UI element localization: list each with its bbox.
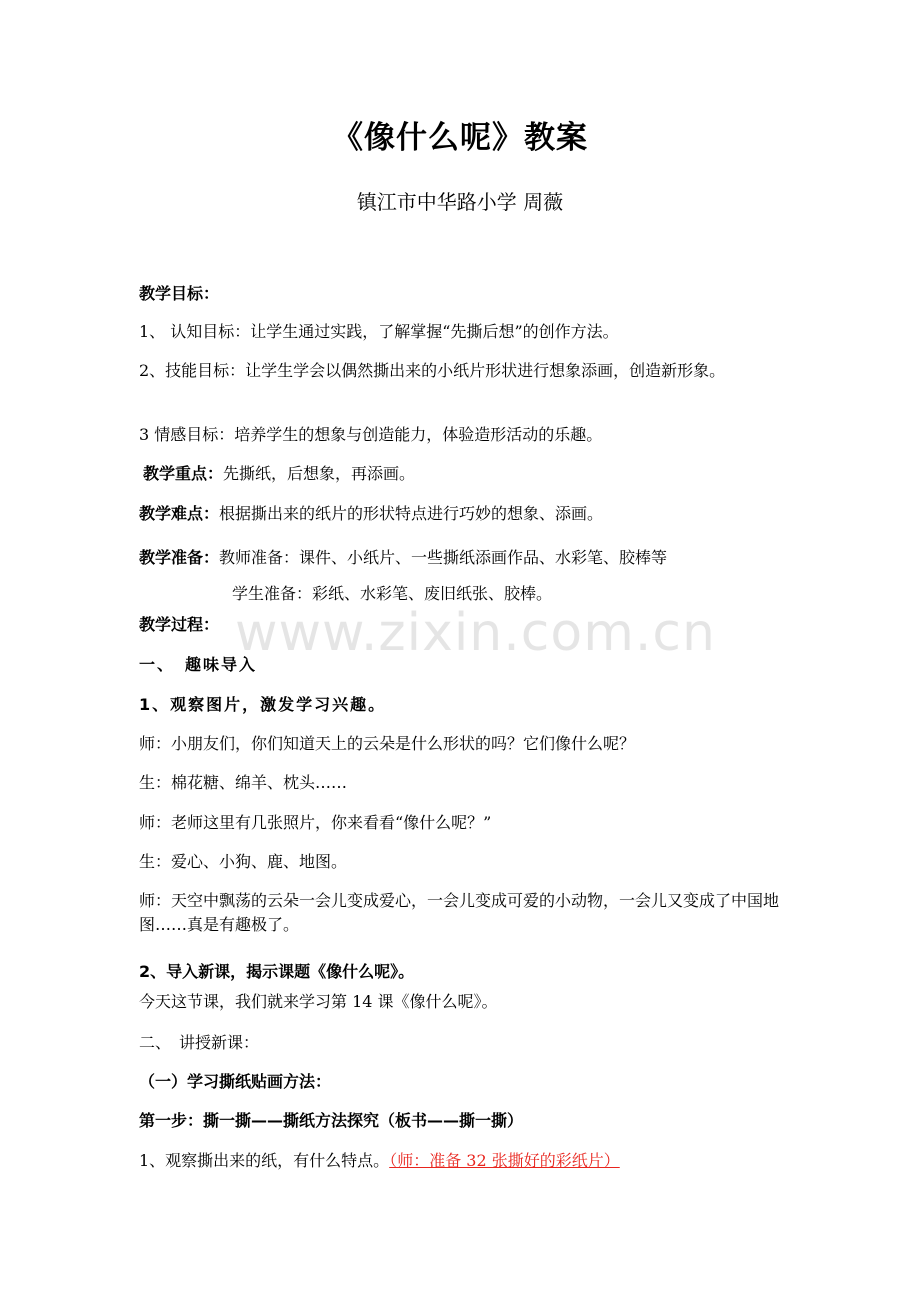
step-introduce-topic: 2、导入新课，揭示课题《像什么呢》。 (139, 962, 415, 981)
difficulty-text: 根据撕出来的纸片的形状特点进行巧妙的想象、添画。 (219, 504, 604, 523)
difficulty-label: 教学难点： (139, 504, 220, 523)
document-title: 《像什么呢》教案 (332, 120, 588, 156)
dialog-teacher-3: 师：天空中飘荡的云朵一会儿变成爱心，一会儿变成可爱的小动物，一会儿又变成了中国地图……真是有趣极了。 (139, 891, 780, 934)
preparation-label: 教学准备： (139, 548, 220, 567)
watermark: www.zixin.com.cn (235, 603, 716, 663)
dialog-teacher-2: 师：老师这里有几张照片，你来看看“像什么呢？” (139, 813, 492, 832)
preparation (139, 546, 789, 569)
step-observe-pictures: 1、观察图片，激发学习兴趣。 (139, 695, 387, 714)
goals-heading: 教学目标： (139, 284, 220, 303)
key-point-label: 教学重点： (143, 464, 224, 483)
section-intro: 一、 趣味导入 (139, 655, 258, 674)
key-point (143, 462, 793, 485)
observe-line (139, 1149, 789, 1172)
step-introduce-text: 今天这节课，我们就来学习第 14 课《像什么呢》。 (139, 992, 498, 1011)
stage-tear: 第一步：撕一撕——撕纸方法探究（板书——撕一撕） (139, 1111, 524, 1130)
key-point-text: 先撕纸，后想象，再添画。 (223, 464, 416, 483)
observe-text: 1、观察撕出来的纸，有什么特点。 (139, 1151, 390, 1170)
difficulty-point (139, 502, 789, 525)
goal-emotion: 3 情感目标：培养学生的想象与创造能力，体验造形活动的乐趣。 (139, 425, 603, 444)
process-heading: 教学过程： (139, 615, 220, 634)
goal-skill: 2、技能目标：让学生学会以偶然撕出来的小纸片形状进行想象添画，创造新形象。 (139, 361, 726, 380)
dialog-student-1: 生：棉花糖、绵羊、枕头…… (139, 773, 348, 792)
observe-note: （师：准备 32 张撕好的彩纸片） (389, 1151, 620, 1170)
preparation-teacher: 教师准备：课件、小纸片、一些撕纸添画作品、水彩笔、胶棒等 (219, 548, 668, 567)
author-line: 镇江市中华路小学 周薇 (356, 190, 564, 214)
section-new-lesson: 二、 讲授新课： (139, 1033, 260, 1052)
preparation-student: 学生准备：彩纸、水彩笔、废旧纸张、胶棒。 (232, 584, 553, 603)
goal-cognitive: 1、 认知目标：让学生通过实践，了解掌握“先撕后想”的创作方法。 (139, 322, 619, 341)
subsection-method: （一）学习撕纸贴画方法： (139, 1072, 332, 1091)
dialog-student-2: 生：爱心、小狗、鹿、地图。 (139, 852, 348, 871)
dialog-teacher-1: 师：小朋友们，你们知道天上的云朵是什么形状的吗？它们像什么呢？ (139, 734, 636, 753)
